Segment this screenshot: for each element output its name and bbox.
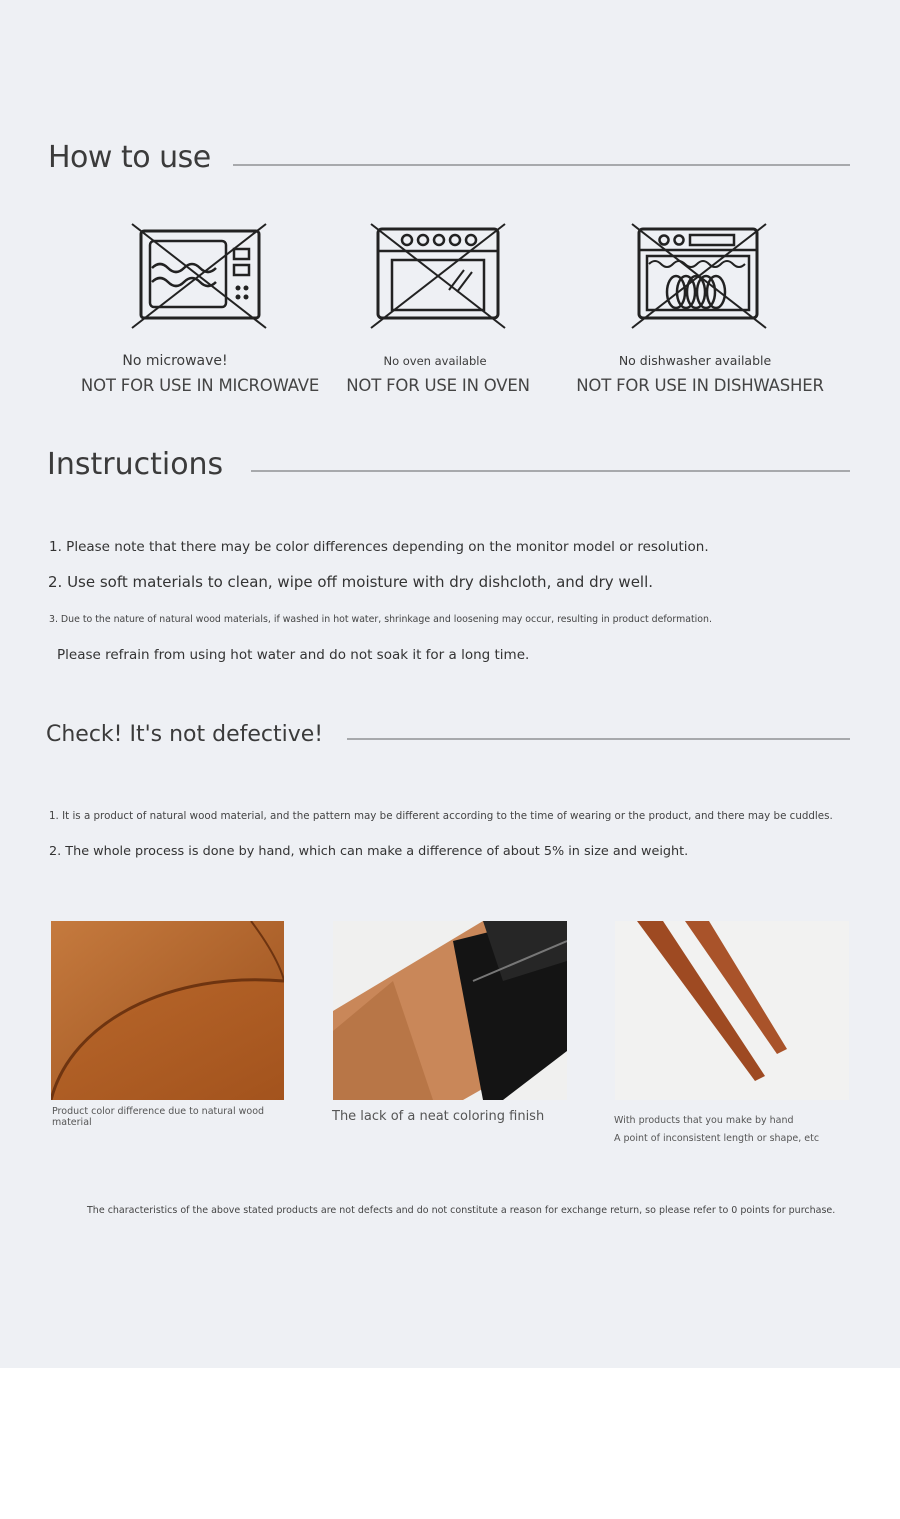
no-dishwasher-caption: No dishwasher available — [618, 353, 772, 368]
how-to-use-title: How to use — [48, 140, 211, 175]
no-oven-label: NOT FOR USE IN OVEN — [346, 376, 530, 395]
photo-2-caption: The lack of a neat coloring finish — [332, 1109, 545, 1124]
no-oven-icon — [367, 220, 509, 332]
check-item-1: 1. It is a product of natural wood material, and the pattern may be different according to the time of wearing or the product, and there may be cuddles. — [49, 810, 833, 822]
no-microwave-caption: No microwave! — [122, 353, 228, 369]
instructions-title: Instructions — [47, 447, 224, 482]
instruction-item-1: 1. Please note that there may be color differences depending on the monitor model or resolution. — [49, 539, 709, 555]
check-divider — [347, 738, 850, 740]
no-microwave-label: NOT FOR USE IN MICROWAVE — [80, 376, 320, 395]
how-to-use-divider — [233, 164, 850, 166]
no-microwave-icon — [128, 220, 270, 332]
coloring-finish-photo — [333, 921, 567, 1100]
instruction-item-4: Please refrain from using hot water and do not soak it for a long time. — [57, 647, 530, 663]
no-dishwasher-label: NOT FOR USE IN DISHWASHER — [576, 376, 824, 395]
instruction-item-2: 2. Use soft materials to clean, wipe off moisture with dry dishcloth, and dry well. — [48, 573, 654, 591]
instructions-divider — [251, 470, 850, 472]
photo-1-caption: Product color difference due to natural wood material — [52, 1106, 265, 1128]
no-dishwasher-icon — [628, 220, 770, 332]
chopsticks-photo — [615, 921, 849, 1100]
defect-disclaimer: The characteristics of the above stated products are not defects and do not constitute a reason for exchange return, so please refer to 0 points for purchase. — [87, 1205, 836, 1216]
no-oven-caption: No oven available — [383, 354, 487, 368]
check-item-2: 2. The whole process is done by hand, which can make a difference of about 5% in size and weight. — [49, 844, 689, 859]
photo-3-caption: With products that you make by hand A point of inconsistent length or shape, etc — [614, 1115, 820, 1144]
instruction-item-3: 3. Due to the nature of natural wood materials, if washed in hot water, shrinkage and loosening may occur, resulting in product deformation. — [49, 614, 712, 625]
wood-grain-photo — [51, 921, 284, 1100]
check-title: Check! It's not defective! — [46, 722, 324, 747]
